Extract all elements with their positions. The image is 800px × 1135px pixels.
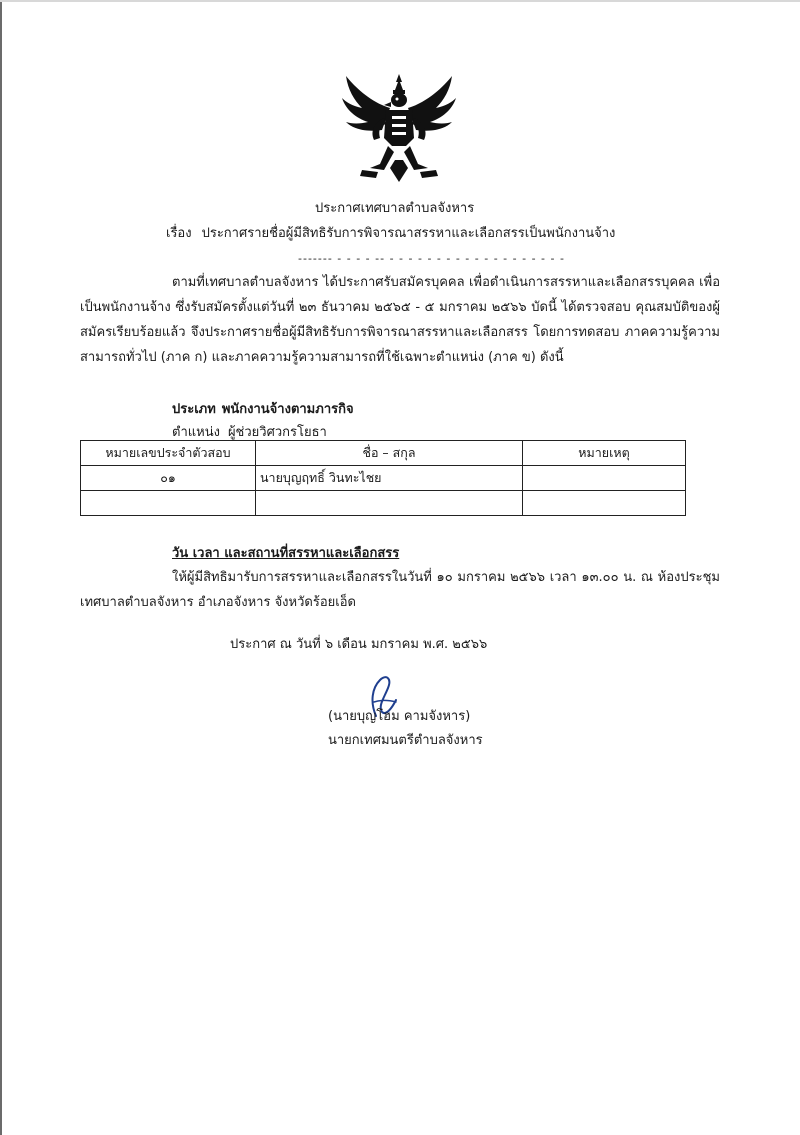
position-label: ตำแหน่ง xyxy=(172,425,220,440)
page-top-edge xyxy=(0,0,800,2)
employment-type-value: พนักงานจ้างตามภารกิจ xyxy=(221,402,354,417)
header-exam-id: หมายเลขประจำตัวสอบ xyxy=(81,441,256,466)
cell-remarks xyxy=(523,491,686,516)
cell-full-name xyxy=(256,491,523,516)
cell-exam-id: ๐๑ xyxy=(81,466,256,491)
intro-text: ตามที่เทศบาลตำบลจังหาร ได้ประกาศรับสมัครบุคคล เพื่อดำเนินการสรรหาและเลือกสรรบุคคล เพื่อเป็นพนักงานจ้าง ซึ่งรับสมัครตั้งแต่วันที่ ๒๓ ธันวาคม ๒๕๖๕ - ๕ มกราคม ๒๕๖๖ บัดนี้ ได้ตรวจสอบ คุณสมบัติของผู้สมัครเรียบร้อยแล้ว จึงประกาศรายชื่อผู้มีสิทธิรับการพิจารณาสรรหาและเลือกสรร โดยการทดสอบ ภาคความรู้ความสามารถทั่วไป (ภาค ก) และภาคความรู้ความสามารถที่ใช้เฉพาะตำแหน่ง (ภาค ข) ดังนี้ xyxy=(80,275,720,365)
applicants-table xyxy=(80,440,686,516)
schedule-text: ให้ผู้มีสิทธิมารับการสรรหาและเลือกสรรในวันที่ ๑๐ มกราคม ๒๕๖๖ เวลา ๑๓.๐๐ น. ณ ห้องประชุมเทศบาลตำบลจังหาร อำเภอจังหาร จังหวัดร้อยเอ็ด xyxy=(80,570,720,610)
heading-organization: ประกาศเทศบาลตำบลจังหาร xyxy=(315,201,475,216)
heading-separator: ------- - - - - -- - - - - - - - - - - - - - - - - - - - xyxy=(298,252,565,265)
subject-text: ประกาศรายชื่อผู้มีสิทธิรับการพิจารณาสรรหาและเลือกสรรเป็นพนักงานจ้าง xyxy=(201,226,616,241)
signatory-name: (นายบุญโฮม คามจังหาร) xyxy=(328,709,471,724)
schedule-paragraph xyxy=(80,565,720,615)
schedule-heading: วัน เวลา และสถานที่สรรหาและเลือกสรร xyxy=(172,546,400,561)
employment-type-label: ประเภท xyxy=(172,402,216,417)
heading-subject xyxy=(166,225,615,243)
announcement-date: ประกาศ ณ วันที่ ๖ เดือน มกราคม พ.ศ. ๒๕๖๖ xyxy=(230,637,488,652)
employment-type xyxy=(172,401,354,419)
table-row xyxy=(81,491,686,516)
header-full-name: ชื่อ – สกุล xyxy=(256,441,523,466)
header-remarks: หมายเหตุ xyxy=(523,441,686,466)
table-header-row xyxy=(81,441,686,466)
garuda-emblem-icon xyxy=(340,72,458,184)
cell-full-name: นายบุญฤทธิ์ วินทะไชย xyxy=(256,466,523,491)
subject-label: เรื่อง xyxy=(166,226,192,241)
position-value: ผู้ช่วยวิศวกรโยธา xyxy=(227,425,327,440)
signatory-title: นายกเทศมนตรีตำบลจังหาร xyxy=(328,733,483,748)
cell-exam-id xyxy=(81,491,256,516)
cell-remarks xyxy=(523,466,686,491)
page-left-edge xyxy=(0,0,2,1135)
table-row xyxy=(81,466,686,491)
intro-paragraph xyxy=(80,270,720,370)
